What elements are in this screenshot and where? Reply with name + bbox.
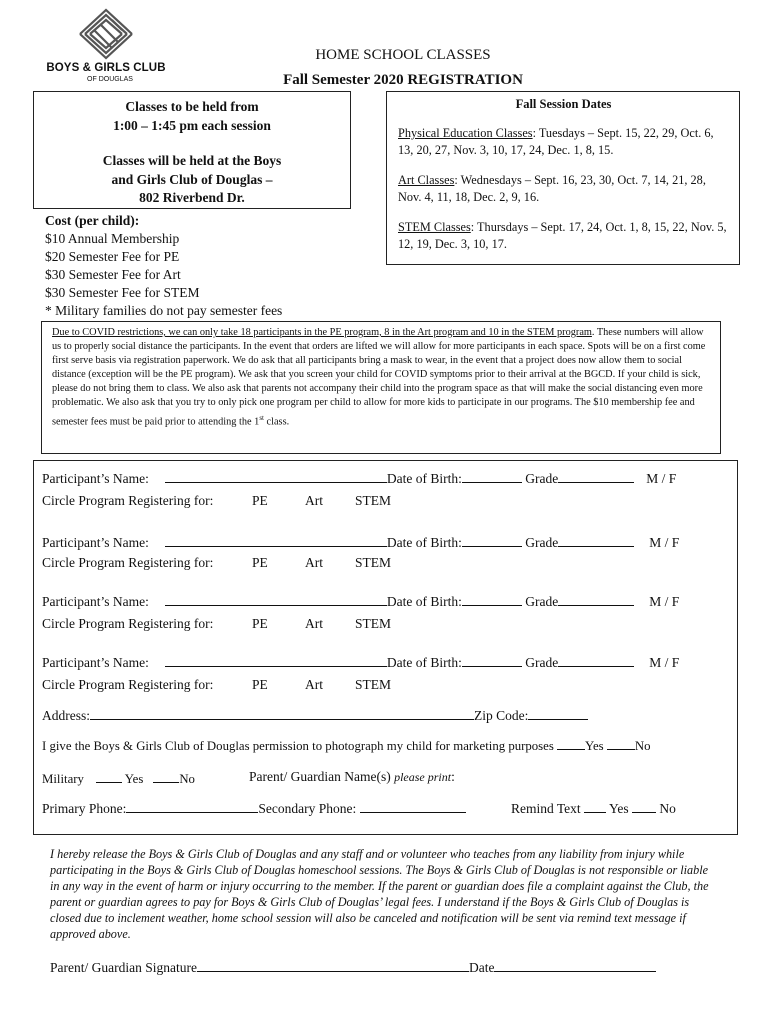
military-label: Military: [42, 772, 84, 786]
signature-field[interactable]: [197, 958, 469, 972]
program-pe[interactable]: PE: [252, 616, 268, 631]
cost-item: $30 Semester Fee for Art: [45, 267, 181, 282]
pe-text: : Tuesdays – Sept. 15, 22, 29, Oct. 6, 13, 20, 27, Nov. 3, 10, 17, 24, Dec. 1, 8, 15.: [398, 126, 714, 157]
dob-field[interactable]: [462, 469, 522, 483]
participant-name-label: Participant’s Name:: [42, 655, 149, 670]
covid-underlined: Due to COVID restrictions, we can only take 18 participants in the PE program, 8 in the Art program and 10 in the STEM program: [52, 327, 592, 338]
participant-row: [42, 653, 679, 671]
dob-label: Date of Birth:: [386, 655, 462, 670]
dates-heading: Fall Session Dates: [515, 97, 612, 111]
pe-label: Physical Education Classes: [398, 126, 533, 140]
dob-field[interactable]: [462, 653, 522, 667]
guardian-label: Parent/ Guardian Name(s): [249, 769, 391, 784]
participant-name-label: Participant’s Name:: [42, 535, 149, 550]
remind-yes-field[interactable]: [584, 799, 606, 813]
cost-item: $10 Annual Membership: [45, 231, 180, 246]
grade-label: Grade: [525, 655, 559, 670]
cost-item: $30 Semester Fee for STEM: [45, 285, 200, 300]
grade-label: Grade: [525, 535, 559, 550]
info-line: and Girls Club of Douglas –: [111, 171, 273, 187]
participant-row: [42, 592, 679, 610]
photo-permission-row: [42, 736, 651, 754]
program-row: [42, 677, 392, 693]
program-stem[interactable]: STEM: [355, 493, 392, 508]
class-info-box: [33, 91, 351, 209]
remind-no-label: No: [659, 801, 676, 816]
program-row: [42, 493, 392, 509]
guardian-row: Parent/ Guardian Name(s) please print:: [249, 769, 455, 784]
photo-no-label: No: [634, 739, 651, 753]
logo-sub: OF DOUGLAS: [87, 76, 133, 83]
photo-permission-text: I give the Boys & Girls Club of Douglas permission to photograph my child for marketing purposes: [42, 739, 554, 753]
cost-section: [45, 212, 282, 320]
pe-dates: [398, 125, 729, 159]
stem-dates: [398, 219, 729, 253]
military-row: [42, 769, 195, 787]
covid-sup: st: [259, 413, 264, 422]
cost-item: $20 Semester Fee for PE: [45, 249, 180, 264]
program-stem[interactable]: STEM: [355, 616, 392, 631]
stem-label: STEM Classes: [398, 220, 471, 234]
logo-name: BOYS & GIRLS CLUB: [46, 62, 166, 74]
grade-field[interactable]: [558, 533, 634, 547]
covid-end: class.: [263, 415, 290, 427]
dob-field[interactable]: [462, 592, 522, 606]
participant-row: [42, 533, 679, 551]
registration-form: [33, 460, 738, 835]
stem-text: : Thursdays – Sept. 17, 24, Oct. 1, 8, 15, 22, Nov. 5, 12, 19, Dec. 3, 10, 17.: [398, 220, 727, 251]
program-row: [42, 555, 392, 571]
participant-name-label: Participant’s Name:: [42, 594, 149, 609]
primary-phone-field[interactable]: [126, 799, 258, 813]
program-label: Circle Program Registering for:: [42, 677, 214, 692]
signature-row: [50, 958, 656, 976]
primary-phone-label: Primary Phone:: [42, 801, 127, 816]
participant-name-field[interactable]: [165, 469, 387, 483]
address-label: Address:: [42, 708, 90, 723]
program-label: Circle Program Registering for:: [42, 616, 214, 631]
page-title: HOME SCHOOL CLASSES: [315, 47, 491, 63]
remind-label: Remind Text: [511, 801, 581, 816]
session-dates-box: [386, 91, 740, 265]
program-pe[interactable]: PE: [252, 677, 268, 692]
guardian-hint: please print: [394, 770, 452, 784]
dob-label: Date of Birth:: [386, 594, 462, 609]
military-no-label: No: [179, 772, 195, 786]
program-stem[interactable]: STEM: [355, 555, 392, 570]
covid-notice: [41, 321, 721, 454]
photo-yes-field[interactable]: [557, 736, 585, 750]
dob-field[interactable]: [462, 533, 522, 547]
program-label: Circle Program Registering for:: [42, 555, 214, 570]
art-label: Art Classes: [398, 173, 455, 187]
remind-no-field[interactable]: [632, 799, 656, 813]
program-row: [42, 616, 392, 632]
signature-date-label: Date: [468, 960, 495, 975]
dob-label: Date of Birth:: [386, 471, 462, 486]
liability-release: I hereby release the Boys & Girls Club of Douglas and any staff and or volunteer who teaches from any liability from injury while participating in the Boys & Girls Club of Douglas homeschool sessions. The Boys & Girls Club of Douglas is not responsible or liable in any way in the event of harm or injury occurring to the member. If the parent or guardian does file a complaint against the Club, the parent or guardian agrees to pay for Boys & Girls Club of Douglas’ legal fees. I understand if the Boys & Girls Club of Douglas is closed due to inclement weather, home school session will also be canceled and notification will be sent via remind text message if approved above.: [50, 847, 709, 941]
military-no-field[interactable]: [153, 769, 179, 783]
program-art[interactable]: Art: [305, 677, 323, 692]
dob-label: Date of Birth:: [386, 535, 462, 550]
grade-label: Grade: [525, 471, 559, 486]
info-line: 802 Riverbend Dr.: [139, 190, 245, 205]
photo-no-field[interactable]: [607, 736, 635, 750]
gender-select[interactable]: M / F: [646, 471, 677, 486]
zip-field[interactable]: [528, 706, 588, 720]
zip-label: Zip Code:: [474, 708, 529, 723]
covid-body: . These numbers will allow us to properly social distance the participants. In the event that orders are lifted we will allow for more participants in each space. Spots will be on a first come first serve basis via registration paperwork. We do ask that all participants bring a mask to wear, in the event that a project does now allow them to social distance (exception will be the PE program). We ask that you screen your child for COVID symptoms prior to their arrival at the BGCD. If your child is sick, please do not bring them to class. We also ask that parents not accompany their child into the program space as that will make the social distancing even more problematic. We also ask that you try to only pick one program per child to allow for more kids to participate in our programs. The $10 membership fee and semester fees must be paid prior to attending the 1: [52, 327, 706, 427]
grade-field[interactable]: [558, 469, 634, 483]
info-line: 1:00 – 1:45 pm each session: [113, 117, 271, 133]
participant-name-field[interactable]: [165, 653, 387, 667]
grade-field[interactable]: [558, 653, 634, 667]
participant-name-field[interactable]: [165, 592, 387, 606]
signature-date-field[interactable]: [494, 958, 656, 972]
cost-heading: Cost (per child):: [45, 213, 140, 228]
military-yes-label: Yes: [124, 772, 144, 786]
info-line: Classes will be held at the Boys: [102, 153, 282, 168]
address-row: [42, 706, 588, 724]
participant-name-label: Participant’s Name:: [42, 471, 149, 486]
grade-field[interactable]: [558, 592, 634, 606]
grade-label: Grade: [525, 594, 559, 609]
address-field[interactable]: [90, 706, 474, 720]
program-art[interactable]: Art: [305, 616, 323, 631]
signature-label: Parent/ Guardian Signature: [50, 960, 197, 975]
remind-yes-label: Yes: [608, 801, 629, 816]
program-label: Circle Program Registering for:: [42, 493, 214, 508]
remind-row: [511, 799, 676, 817]
phone-row: [42, 799, 466, 817]
participant-row: [42, 469, 676, 487]
military-yes-field[interactable]: [96, 769, 122, 783]
program-art[interactable]: Art: [305, 555, 323, 570]
program-art[interactable]: Art: [305, 493, 323, 508]
participant-name-field[interactable]: [165, 533, 387, 547]
program-pe[interactable]: PE: [252, 493, 268, 508]
gender-select[interactable]: M / F: [649, 594, 680, 609]
art-dates: [398, 172, 729, 206]
gender-select[interactable]: M / F: [649, 655, 680, 670]
cost-item: * Military families do not pay semester fees: [45, 303, 283, 318]
info-line: Classes to be held from: [125, 99, 259, 114]
art-text: : Wednesdays – Sept. 16, 23, 30, Oct. 7, 14, 21, 28, Nov. 4, 11, 18, Dec. 2, 9, 16.: [398, 173, 706, 204]
program-pe[interactable]: PE: [252, 555, 268, 570]
secondary-phone-field[interactable]: [360, 799, 466, 813]
gender-select[interactable]: M / F: [649, 535, 680, 550]
page-subtitle: Fall Semester 2020 REGISTRATION: [283, 72, 523, 88]
photo-yes-label: Yes: [585, 739, 604, 753]
program-stem[interactable]: STEM: [355, 677, 392, 692]
secondary-phone-label: Secondary Phone:: [258, 801, 357, 816]
